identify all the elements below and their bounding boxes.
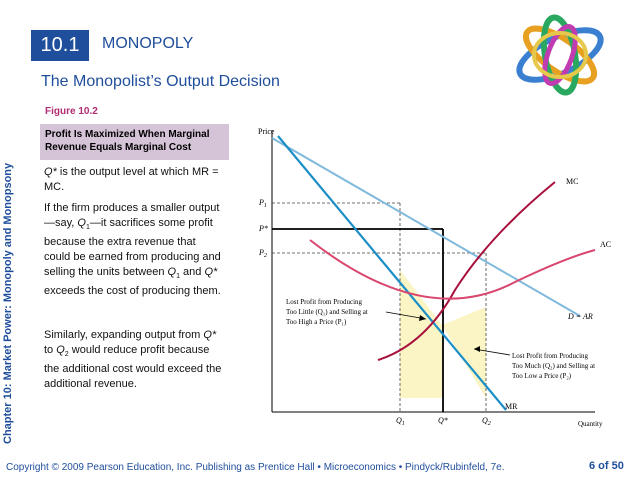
ac-curve <box>310 240 595 299</box>
monopoly-chart <box>250 120 620 435</box>
tick-q1: $Q_1$ <box>396 416 405 427</box>
figure-label: Figure 10.2 <box>45 106 98 117</box>
term-q2: Q <box>56 344 65 356</box>
term-q1: Q <box>167 266 177 279</box>
x-axis-label: Quantity <box>578 420 603 428</box>
y-axis-label: Price <box>258 127 275 136</box>
label-ac: AC <box>600 240 612 249</box>
section-number-box: 10.1 <box>31 30 89 61</box>
paragraph-2 <box>44 201 224 299</box>
tick-q2: $Q_2$ <box>482 416 491 427</box>
page-number: 6 of 50 <box>589 460 624 472</box>
term-qstar: Q* <box>204 266 218 279</box>
subscript-1: 1 <box>176 273 180 281</box>
paragraph-3 <box>44 328 224 392</box>
subscript-2: 2 <box>64 351 69 359</box>
label-mc: MC <box>566 177 579 186</box>
paragraph-2-text-a: If the firm produces a smaller output—say, <box>44 202 220 229</box>
mr-curve <box>278 136 506 410</box>
tick-qstar: Q* <box>438 416 448 425</box>
tick-p1: $P_1$ <box>259 198 267 209</box>
annotation-low-output: Lost Profit from Producing Too Little (Q₁) and Selling at Too High a Price (P₁) <box>286 298 368 326</box>
paragraph-3-text-b: to <box>44 344 57 356</box>
term-qstar: Q* <box>44 166 57 178</box>
footer-copyright: Copyright © 2009 Pearson Education, Inc. Publishing as Prentice Hall • Microeconomics • Pindyck/Rubinfeld, 7e. <box>6 462 505 473</box>
slide-subtitle: The Monopolist’s Output Decision <box>41 73 280 90</box>
paragraph-3-text-c: would reduce profit because the additional cost would exceed the additional revenue. <box>44 344 222 391</box>
subscript-1: 1 <box>85 224 90 232</box>
paragraph-2-text-d: exceeds the cost of producing them. <box>44 285 221 298</box>
tick-p2: $P_2$ <box>259 248 267 259</box>
rings-logo-icon <box>500 5 620 105</box>
term-qstar: Q* <box>203 329 217 341</box>
tick-pstar: P* <box>259 224 268 233</box>
paragraph-3-text-a: Similarly, expanding output from <box>44 329 204 341</box>
figure-caption: Profit Is Maximized When Marginal Revenue Equals Marginal Cost <box>45 129 210 153</box>
paragraph-2-text-b: —it sacrifices some profit because the extra revenue that could be earned from producing and selling the units between <box>44 217 221 279</box>
label-mr: MR <box>505 402 518 411</box>
section-title: MONOPOLY <box>102 35 194 52</box>
term-q1: Q <box>77 217 86 229</box>
chapter-title-vertical: Chapter 10: Market Power: Monopoly and Monopsony <box>2 162 14 444</box>
annotation-high-output: Lost Profit from Producing Too Much (Q₂) and Selling at Too Low a Price (P₂) <box>512 352 596 380</box>
paragraph-1 <box>44 165 224 195</box>
demand-ar-curve <box>272 138 580 316</box>
label-demand-ar: D = AR <box>568 312 593 321</box>
paragraph-2-text-c: and <box>180 266 205 279</box>
shaded-lost-profit-high-output <box>442 307 486 398</box>
paragraph-1-text: is the output level at which MR = MC. <box>44 166 219 193</box>
